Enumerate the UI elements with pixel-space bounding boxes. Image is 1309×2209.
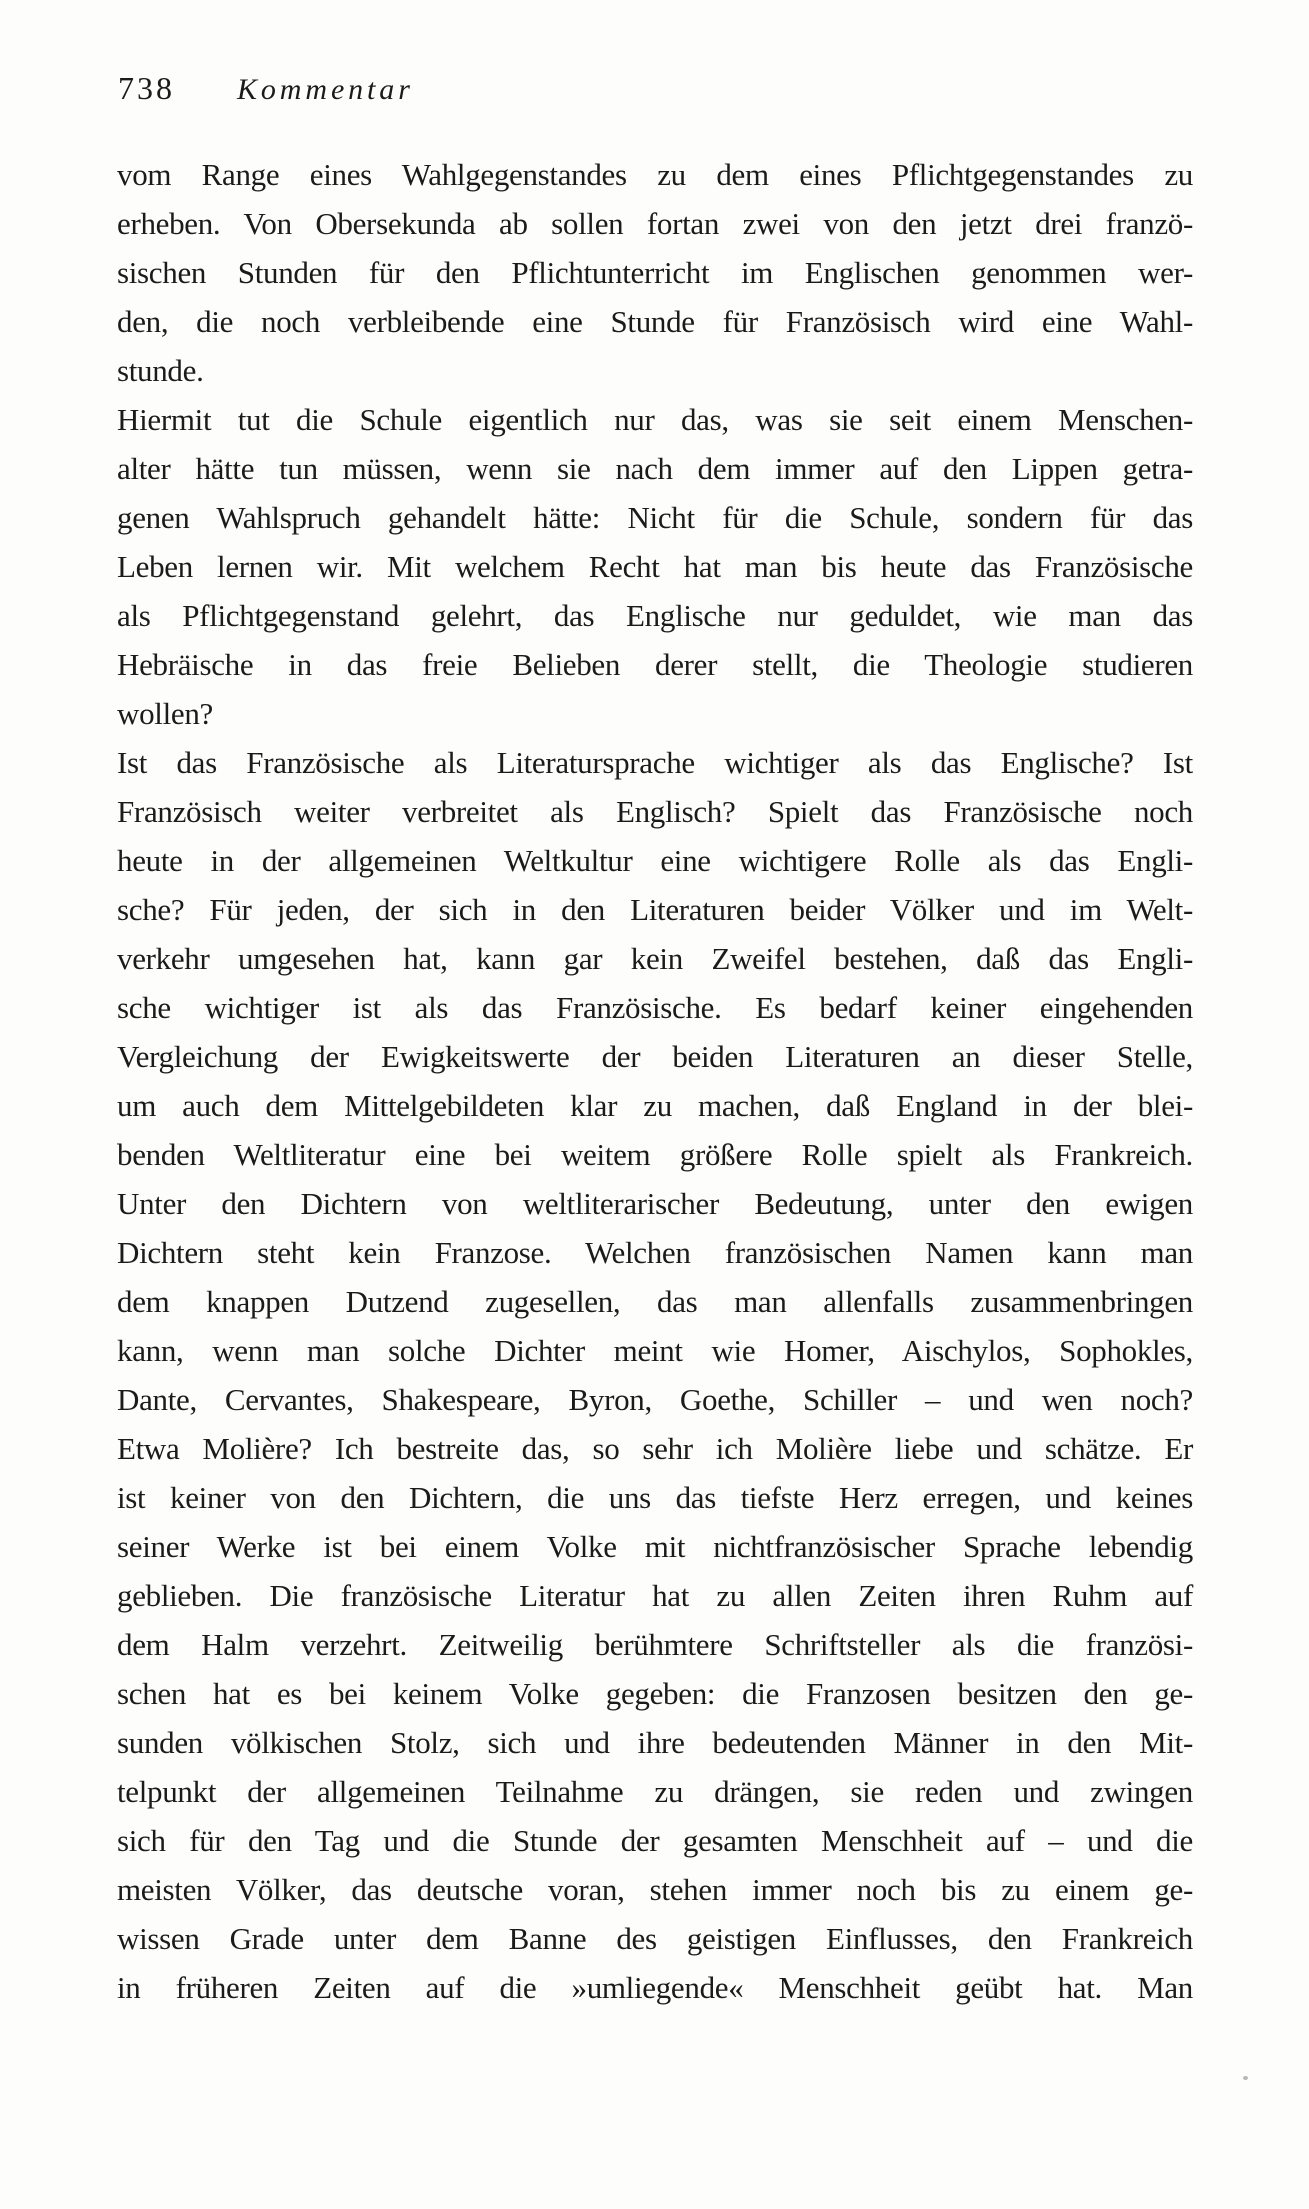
text-line: sischen Stunden für den Pflichtunterricht im Englischen genommen wer- — [117, 255, 1193, 290]
text-line: dem knappen Dutzend zugesellen, das man allenfalls zusammenbringen — [117, 1284, 1193, 1319]
text-line: vom Range eines Wahlgegenstandes zu dem eines Pflichtgegenstandes zu — [117, 157, 1193, 192]
paragraph — [117, 395, 1193, 738]
text-line: schen hat es bei keinem Volke gegeben: die Franzosen besitzen den ge- — [117, 1676, 1193, 1711]
text-line: alter hätte tun müssen, wenn sie nach dem immer auf den Lippen getra- — [117, 451, 1193, 486]
text-line: Französisch weiter verbreitet als Englisch? Spielt das Französische noch — [117, 794, 1193, 829]
text-line: telpunkt der allgemeinen Teilnahme zu drängen, sie reden und zwingen — [117, 1774, 1193, 1809]
text-line: meisten Völker, das deutsche voran, stehen immer noch bis zu einem ge- — [117, 1872, 1193, 1907]
text-line: sche? Für jeden, der sich in den Literaturen beider Völker und im Welt- — [117, 892, 1193, 927]
text-line: benden Weltliteratur eine bei weitem größere Rolle spielt als Frankreich. — [117, 1137, 1193, 1172]
text-line: heute in der allgemeinen Weltkultur eine wichtigere Rolle als das Engli- — [117, 843, 1193, 878]
text-line: Unter den Dichtern von weltliterarischer Bedeutung, unter den ewigen — [117, 1186, 1193, 1221]
text-line: sche wichtiger ist als das Französische. Es bedarf keiner eingehenden — [117, 990, 1193, 1025]
text-line: Ist das Französische als Literatursprache wichtiger als das Englische? Ist — [117, 745, 1193, 780]
text-line: genen Wahlspruch gehandelt hätte: Nicht für die Schule, sondern für das — [117, 500, 1193, 535]
text-line: Vergleichung der Ewigkeitswerte der beiden Literaturen an dieser Stelle, — [117, 1039, 1193, 1074]
page-number: 738 — [118, 70, 175, 106]
page-header — [118, 70, 414, 107]
text-line: sich für den Tag und die Stunde der gesamten Menschheit auf – und die — [117, 1823, 1193, 1858]
text-line: um auch dem Mittelgebildeten klar zu machen, daß England in der blei- — [117, 1088, 1193, 1123]
text-line: stunde. — [117, 353, 204, 388]
text-line: Leben lernen wir. Mit welchem Recht hat man bis heute das Französische — [117, 549, 1193, 584]
text-line: Dichtern steht kein Franzose. Welchen französischen Namen kann man — [117, 1235, 1193, 1270]
text-line: sunden völkischen Stolz, sich und ihre bedeutenden Männer in den Mit- — [117, 1725, 1193, 1760]
text-line: Hiermit tut die Schule eigentlich nur das, was sie seit einem Menschen- — [117, 402, 1193, 437]
text-line: den, die noch verbleibende eine Stunde für Französisch wird eine Wahl- — [117, 304, 1193, 339]
text-line: Hebräische in das freie Belieben derer stellt, die Theologie studieren — [117, 647, 1193, 682]
text-line: erheben. Von Obersekunda ab sollen fortan zwei von den jetzt drei franzö- — [117, 206, 1193, 241]
paragraph — [117, 150, 1193, 395]
text-line: wollen? — [117, 696, 213, 731]
running-title: Kommentar — [237, 73, 414, 106]
text-line: seiner Werke ist bei einem Volke mit nichtfranzösischer Sprache lebendig — [117, 1529, 1193, 1564]
text-line: in früheren Zeiten auf die »umliegende« Menschheit geübt hat. Man — [117, 1970, 1193, 2005]
text-line: kann, wenn man solche Dichter meint wie Homer, Aischylos, Sophokles, — [117, 1333, 1193, 1368]
text-block — [117, 150, 1193, 2012]
text-line: wissen Grade unter dem Banne des geistigen Einflusses, den Frankreich — [117, 1921, 1193, 1956]
text-line: als Pflichtgegenstand gelehrt, das Englische nur geduldet, wie man das — [117, 598, 1193, 633]
text-line: geblieben. Die französische Literatur hat zu allen Zeiten ihren Ruhm auf — [117, 1578, 1193, 1613]
text-line: Etwa Molière? Ich bestreite das, so sehr ich Molière liebe und schätze. Er — [117, 1431, 1193, 1466]
text-line: verkehr umgesehen hat, kann gar kein Zweifel bestehen, daß das Engli- — [117, 941, 1193, 976]
text-line: dem Halm verzehrt. Zeitweilig berühmtere Schriftsteller als die französi- — [117, 1627, 1193, 1662]
paragraph — [117, 738, 1193, 2012]
text-line: Dante, Cervantes, Shakespeare, Byron, Goethe, Schiller – und wen noch? — [117, 1382, 1193, 1417]
scan-speck — [1243, 2076, 1248, 2080]
text-line: ist keiner von den Dichtern, die uns das tiefste Herz erregen, und keines — [117, 1480, 1193, 1515]
